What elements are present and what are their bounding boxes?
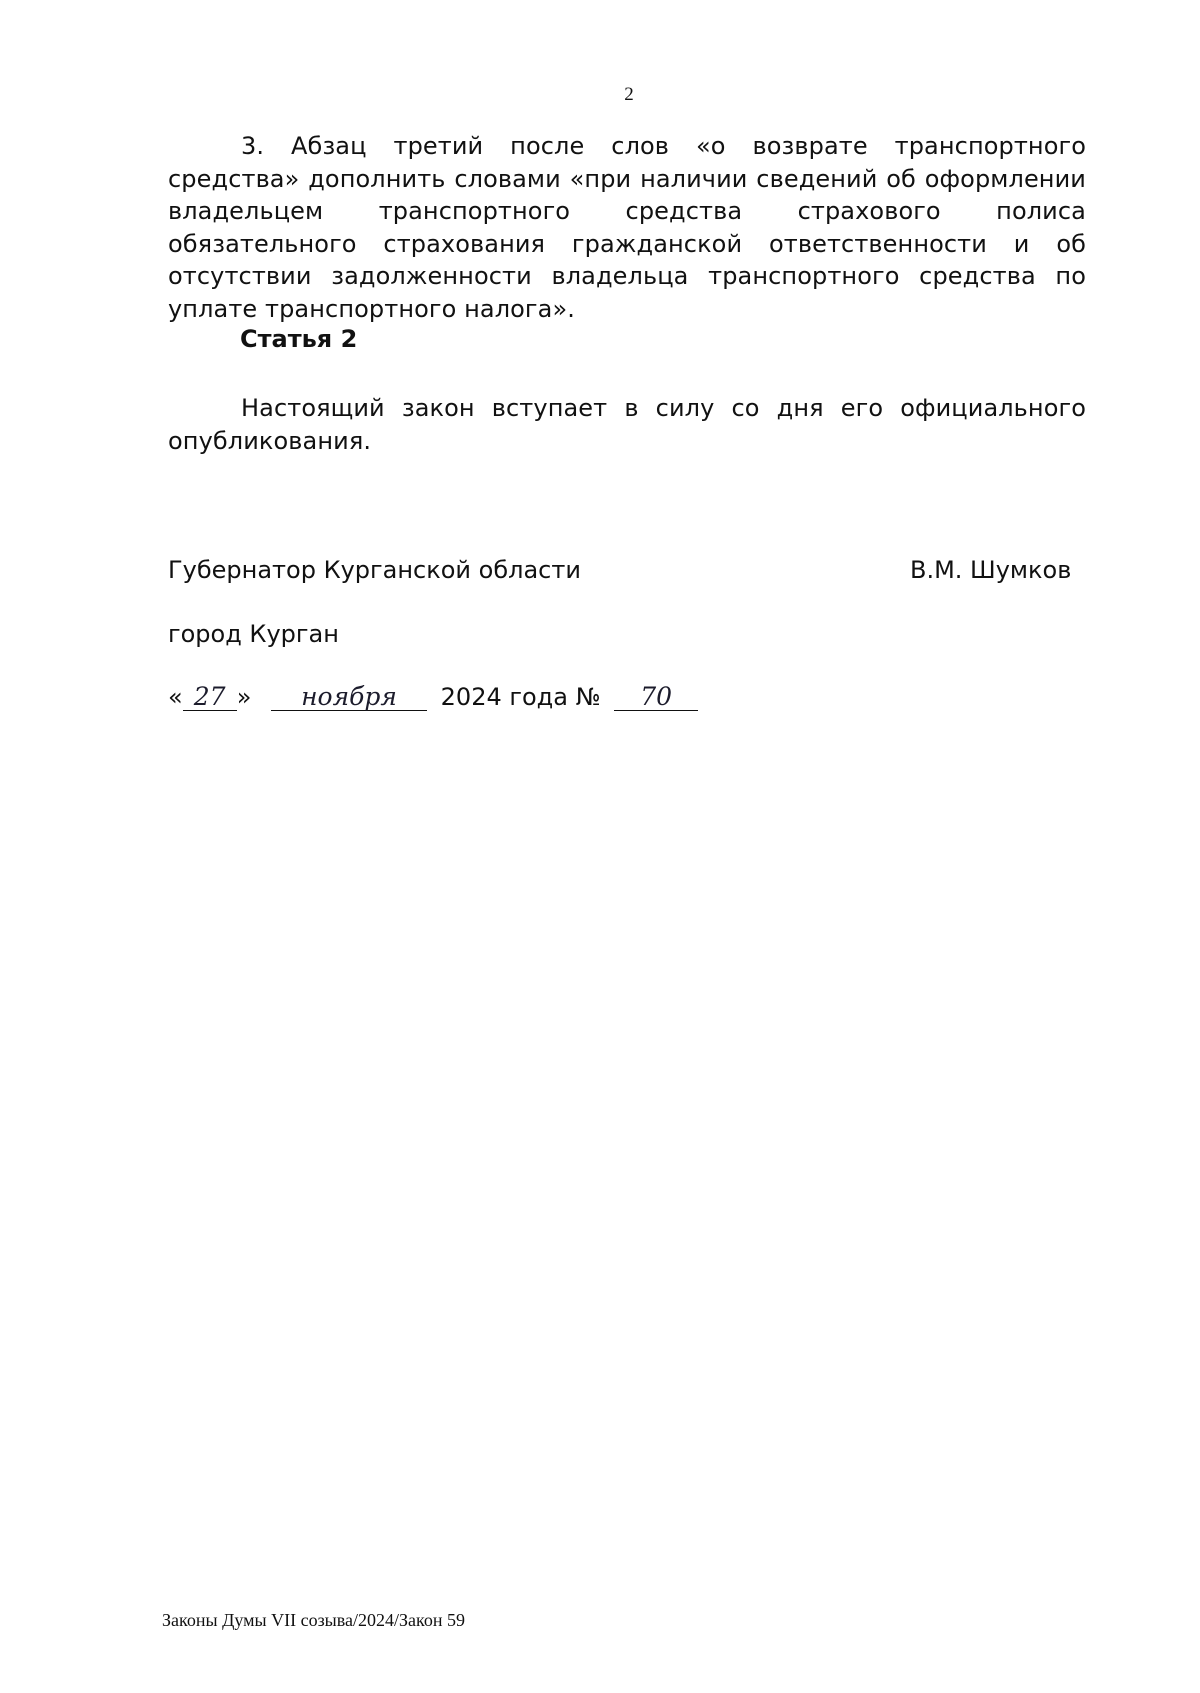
handwritten-number: 70 (640, 682, 673, 711)
signatory-position: Губернатор Курганской области (168, 556, 581, 584)
page-number: 2 (624, 84, 634, 105)
paragraph-3: 3. Абзац третий после слов «о возврате транспортного средства» дополнить словами «при наличии сведений об оформлении владельцем транспортного средства страхового полиса обязательного страхования гражданской ответственности и об отсутствии задолженности владельца транспортного средства по уплате транспортного налога». (168, 132, 1086, 323)
number-blank (614, 684, 698, 711)
handwritten-month: ноября (301, 682, 397, 711)
year-text: 2024 года № (440, 683, 601, 711)
amendment-section (168, 130, 1086, 325)
article-section (168, 392, 1086, 457)
city: город Курган (168, 620, 339, 648)
open-quote: « (168, 683, 183, 711)
date-line (168, 683, 698, 711)
signatory-name: В.М. Шумков (910, 556, 1072, 584)
handwritten-day: 27 (193, 682, 226, 711)
article-text: Настоящий закон вступает в силу со дня его официального опубликования. (168, 394, 1086, 455)
footer-reference: Законы Думы VII созыва/2024/Закон 59 (162, 1610, 465, 1630)
month-blank (271, 684, 427, 711)
close-quote: » (236, 683, 252, 711)
article-title: Статья 2 (240, 325, 358, 353)
day-blank (183, 684, 237, 711)
